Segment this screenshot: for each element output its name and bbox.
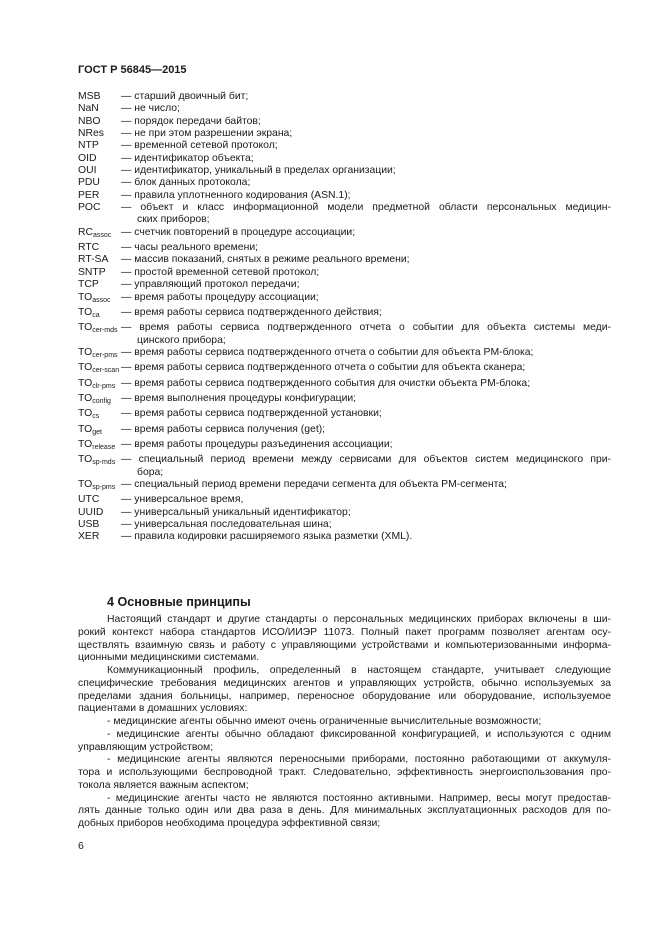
abbreviation-item xyxy=(78,531,611,543)
paragraph-line: - медицинские агенты являются переносными приборами, постоянно работающими от аккумуля- xyxy=(107,754,611,766)
paragraph-line: - медицинские агенты часто не являются постоянно активными. Например, весы могут предостав- xyxy=(107,792,611,804)
abbreviation-item xyxy=(78,279,611,291)
abbreviation-item xyxy=(78,140,611,152)
abbreviation-main: TO xyxy=(78,423,93,435)
abbreviation-item xyxy=(78,307,611,322)
abbreviation-item xyxy=(78,267,611,279)
abbreviation-main: RT-SA xyxy=(78,254,109,266)
abbreviation-item xyxy=(78,347,611,362)
abbreviation-main: TCP xyxy=(78,279,99,291)
abbreviation-definition: — блок данных протокола; xyxy=(121,177,251,189)
abbreviation-item xyxy=(78,242,611,254)
abbreviation-definition: — время работы сервиса подтвержденной установки; xyxy=(121,408,382,420)
abbreviation-definition: — старший двоичный бит; xyxy=(121,91,249,102)
abbreviation-main: XER xyxy=(78,531,100,543)
abbreviation-definition: — время выполнения процедуры конфигурации; xyxy=(121,392,357,404)
paragraph-line: управляющим устройством; xyxy=(78,741,214,753)
abbreviation-definition: — время работы сервиса подтвержденного действия; xyxy=(121,306,382,318)
abbreviation-definition: — простой временной сетевой протокол; xyxy=(121,266,320,278)
abbreviation-definition: — время работы сервиса подтвержденного отчета о событии для объекта PM-блока; xyxy=(121,346,534,358)
abbreviation xyxy=(78,242,121,254)
abbreviation-item xyxy=(78,91,611,103)
abbreviation-item xyxy=(78,190,611,202)
abbreviation xyxy=(78,254,121,266)
abbreviation-definition: — время работы сервиса получения (get); xyxy=(121,423,326,435)
abbreviation-item xyxy=(78,322,611,347)
abbreviation-item xyxy=(78,424,611,439)
paragraph-line: специфические требования медицинских агентов и управляющих устройств, обычно используемых за xyxy=(78,677,611,689)
abbreviation-item xyxy=(78,378,611,393)
abbreviation-definition: — правила уплотненного кодирования (ASN.1); xyxy=(121,189,351,201)
abbreviation-item xyxy=(78,362,611,377)
paragraph xyxy=(78,614,611,665)
abbreviation-item xyxy=(78,227,611,242)
page-number: 6 xyxy=(78,840,84,852)
abbreviation-main: TO xyxy=(78,322,93,334)
abbreviation xyxy=(78,190,121,202)
abbreviation-item xyxy=(78,439,611,454)
abbreviation xyxy=(78,494,121,506)
abbreviation-main: UTC xyxy=(78,494,100,506)
abbreviation-main: OID xyxy=(78,152,97,164)
abbreviation-definition: — не при этом разрешении экрана; xyxy=(121,128,293,140)
abbreviation-main: POC xyxy=(78,202,101,214)
paragraph-line: - медицинские агенты обычно имеют очень ограниченные вычислительные возможности; xyxy=(107,716,542,727)
abbreviation-item xyxy=(78,393,611,408)
paragraph xyxy=(78,793,611,831)
abbreviation xyxy=(78,519,121,531)
abbreviation-definition: ских приборов; xyxy=(137,214,210,226)
abbreviation-subscript: get xyxy=(92,428,102,436)
abbreviation xyxy=(78,267,121,279)
abbreviation-item xyxy=(78,103,611,115)
abbreviation-definition: — время работы сервиса подтвержденного отчета о событии для объекта системы меди- xyxy=(121,322,611,334)
abbreviation xyxy=(78,531,121,543)
abbreviation-definition: — время работы процедуры разъединения ассоциации; xyxy=(121,438,393,450)
abbreviation-main: NRes xyxy=(78,128,104,140)
abbreviation-main: TO xyxy=(78,291,93,303)
abbreviation-main: MSB xyxy=(78,91,101,102)
abbreviation-main: TO xyxy=(78,454,93,466)
abbreviation-definition: — порядок передачи байтов; xyxy=(121,115,261,127)
abbreviation-subscript: cer-mds xyxy=(92,327,118,335)
abbreviation-definition: — время работы процедуру ассоциации; xyxy=(121,291,319,303)
paragraph-line: лять данные только один или два раза в день. Для минимальных эксплуатационных расходов для по- xyxy=(78,805,611,817)
abbreviation xyxy=(78,292,121,307)
abbreviation xyxy=(78,140,121,152)
abbreviation xyxy=(78,227,121,242)
abbreviation-definition: — часы реального времени; xyxy=(121,242,259,254)
abbreviation-item xyxy=(78,202,611,227)
abbreviation xyxy=(78,479,121,494)
abbreviation-main: TO xyxy=(78,346,93,358)
abbreviation-definition: — временной сетевой протокол; xyxy=(121,140,278,152)
abbreviation xyxy=(78,439,121,454)
abbreviation-item xyxy=(78,494,611,506)
abbreviation xyxy=(78,408,121,423)
paragraph xyxy=(78,665,611,716)
abbreviation-item xyxy=(78,128,611,140)
abbreviation-subscript: clr-pms xyxy=(92,382,116,390)
abbreviation-item xyxy=(78,165,611,177)
paragraph-line: токола является важным аспектом; xyxy=(78,779,249,791)
abbreviation-item xyxy=(78,519,611,531)
abbreviation-main: RTC xyxy=(78,242,100,254)
abbreviation-main: RC xyxy=(78,226,94,238)
abbreviation-main: TO xyxy=(78,408,93,420)
paragraph-line: пациентами в домашних условиях: xyxy=(78,703,248,715)
abbreviation xyxy=(78,202,121,227)
abbreviation-main: NBO xyxy=(78,115,101,127)
abbreviation-definition: — специальный период времени между сервисами для объектов систем медицинского при- xyxy=(121,454,611,466)
abbreviation-subscript: cer-scan xyxy=(92,367,120,375)
abbreviation-definition: — универсальный уникальный идентификатор; xyxy=(121,506,351,518)
paragraph-line: тора и использующими беспроводной тракт. Следовательно, эффективность энергоиспользования про- xyxy=(78,767,611,778)
abbreviation-definition: — управляющий протокол передачи; xyxy=(121,279,300,291)
abbreviation-main: NTP xyxy=(78,140,99,152)
abbreviation-main: UUID xyxy=(78,506,104,518)
paragraph-line: Коммуникационный профиль, определенный в настоящем стандарте, учитывает следующие xyxy=(107,665,611,676)
abbreviation-main: TO xyxy=(78,438,93,450)
abbreviation xyxy=(78,307,121,322)
paragraph-line: рокий контекст набора стандартов ИСО/ИИЭР 11073. Полный пакет программ позволяет агентам осу- xyxy=(78,626,611,638)
abbreviation xyxy=(78,279,121,291)
paragraph xyxy=(78,729,611,755)
abbreviation-definition: — массив показаний, снятых в режиме реального времени; xyxy=(121,254,410,266)
abbreviation-item xyxy=(78,507,611,519)
abbreviation-item xyxy=(78,408,611,423)
paragraph-line: добных приборов необходима процедура эффективной связи; xyxy=(78,818,381,829)
paragraph-line: пределами здания больницы, например, переносное оборудование или оборудование, используемое xyxy=(78,690,611,702)
abbreviation-definition: — идентификатор объекта; xyxy=(121,152,254,164)
abbreviation xyxy=(78,424,121,439)
abbreviation-definition: — время работы сервиса подтвержденного отчета о событии для объекта сканера; xyxy=(121,362,526,374)
abbreviation-item xyxy=(78,479,611,494)
abbreviation-definition: — счетчик повторений в процедуре ассоциации; xyxy=(121,226,356,238)
paragraph-line: Настоящий стандарт и другие стандарты о персональных медицинских приборах включены в ши- xyxy=(107,614,611,625)
abbreviation-main: SNTP xyxy=(78,266,106,278)
abbreviation-subscript: cs xyxy=(92,413,100,421)
abbreviation xyxy=(78,347,121,362)
abbreviation-subscript: assoc xyxy=(93,231,112,239)
abbreviation-definition: — время работы сервиса подтвержденного события для очистки объекта PM-блока; xyxy=(121,377,531,389)
paragraph-line: ществлять взаимную связь и работу с управляющими устройствами и компьютеризованными информа- xyxy=(78,639,611,651)
abbreviation-definition: — объект и класс информационной модели предметной области персональных медицин- xyxy=(121,202,611,214)
abbreviation-main: PER xyxy=(78,189,100,201)
abbreviation-definition: — универсальная последовательная шина; xyxy=(121,519,332,530)
document-header: ГОСТ Р 56845—2015 xyxy=(78,64,187,76)
abbreviation-definition: — правила кодировки расширяемого языка разметки (XML). xyxy=(121,531,413,543)
abbreviation-item xyxy=(78,177,611,189)
abbreviation-definition: — универсальное время, xyxy=(121,494,244,506)
abbreviation xyxy=(78,165,121,177)
abbreviation xyxy=(78,103,121,115)
abbreviation xyxy=(78,116,121,128)
abbreviation xyxy=(78,378,121,393)
abbreviation-subscript: assoc xyxy=(92,296,111,304)
abbreviation-main: PDU xyxy=(78,177,100,189)
abbreviation xyxy=(78,91,121,103)
section-body xyxy=(78,614,611,831)
abbreviation-item xyxy=(78,454,611,479)
abbreviation-main: NaN xyxy=(78,103,99,115)
abbreviation-item xyxy=(78,292,611,307)
section-heading: 4 Основные принципы xyxy=(107,595,251,609)
abbreviation xyxy=(78,507,121,519)
abbreviation-subscript: cer-pms xyxy=(92,351,118,359)
abbreviation xyxy=(78,177,121,189)
abbreviation xyxy=(78,322,121,347)
abbreviation-main: TO xyxy=(78,362,93,374)
paragraph xyxy=(78,754,611,792)
abbreviation-main: OUI xyxy=(78,165,97,177)
abbreviation-subscript: release xyxy=(92,443,116,451)
abbreviation-subscript: ca xyxy=(92,311,100,319)
abbreviation-subscript: sp-mds xyxy=(92,459,116,467)
paragraph-line: - медицинские агенты обычно обладают фиксированной конфигурацией, и используются с одним xyxy=(107,728,611,740)
abbreviation-main: USB xyxy=(78,519,100,530)
abbreviation-main: TO xyxy=(78,377,93,389)
abbreviation-definition: — не число; xyxy=(121,103,180,115)
paragraph-line: ционными медицинскими системами. xyxy=(78,652,260,664)
abbreviation-item xyxy=(78,153,611,165)
abbreviation-item xyxy=(78,254,611,266)
abbreviation xyxy=(78,393,121,408)
abbreviation xyxy=(78,153,121,165)
abbreviation-definition: бора; xyxy=(137,466,164,478)
abbreviation xyxy=(78,362,121,377)
abbreviation xyxy=(78,454,121,479)
abbreviation-subscript: sp-pms xyxy=(92,483,116,491)
abbreviation-main: TO xyxy=(78,392,93,404)
abbreviation-definition: — специальный период времени передачи сегмента для объекта PM-сегмента; xyxy=(121,478,507,490)
abbreviation-definition: — идентификатор, уникальный в пределах организации; xyxy=(121,165,396,177)
abbreviation-subscript: config xyxy=(92,397,111,405)
abbreviation-definition: цинского прибора; xyxy=(137,334,226,346)
abbreviation xyxy=(78,128,121,140)
abbreviation-main: TO xyxy=(78,478,93,490)
abbreviation-main: TO xyxy=(78,306,93,318)
abbreviations-list xyxy=(78,91,611,544)
paragraph xyxy=(78,716,611,729)
abbreviation-item xyxy=(78,116,611,128)
